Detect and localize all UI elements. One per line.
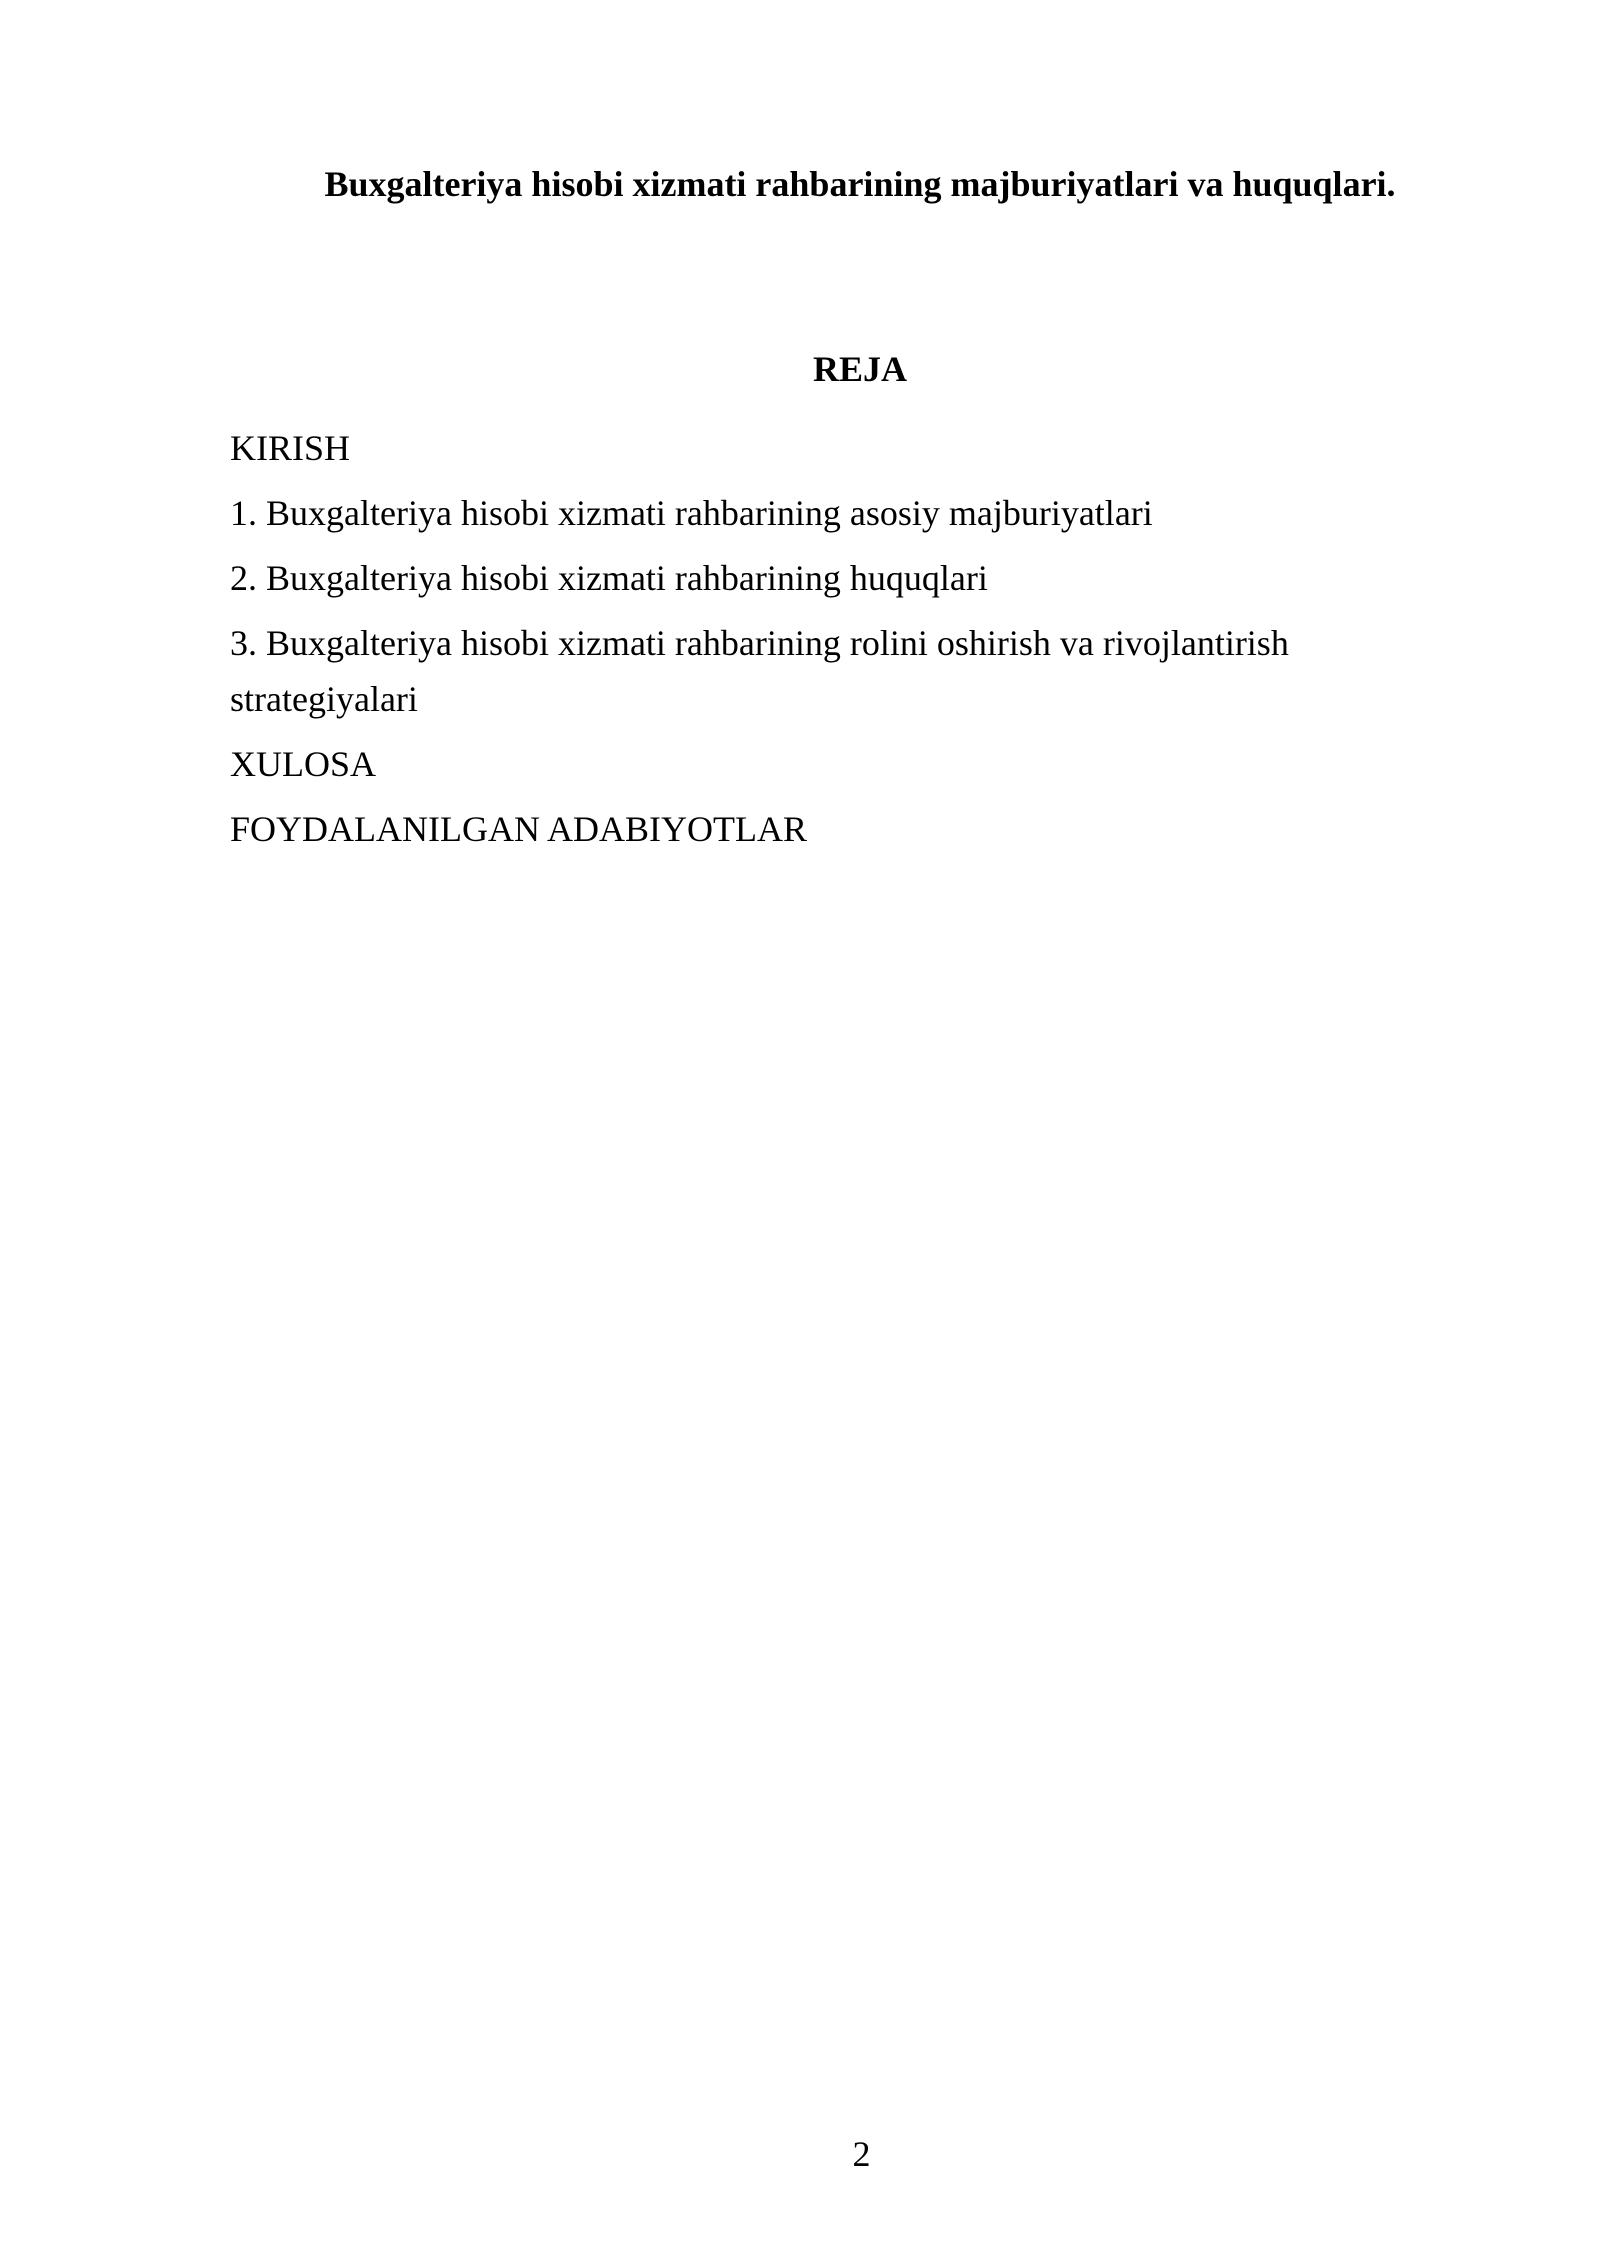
plan-heading: REJA: [812, 349, 907, 389]
plan-item-3: 3. Buxgalteriya hisobi xizmati rahbarining rolini oshirish va rivojlantirish strategiyalari: [230, 623, 1289, 719]
document-title: Buxgalteriya hisobi xizmati rahbarining majburiyatlari va huquqlari.: [324, 164, 1396, 204]
plan-list: [230, 420, 1410, 866]
plan-item-1: 1. Buxgalteriya hisobi xizmati rahbarining asosiy majburiyatlari: [230, 493, 1153, 533]
plan-item-references: FOYDALANILGAN ADABIYOTLAR: [230, 809, 807, 849]
plan-item-conclusion: XULOSA: [230, 744, 377, 784]
plan-item-introduction: KIRISH: [230, 428, 351, 468]
page-number: 2: [852, 2134, 871, 2174]
plan-item-2: 2. Buxgalteriya hisobi xizmati rahbarining huquqlari: [230, 558, 988, 598]
